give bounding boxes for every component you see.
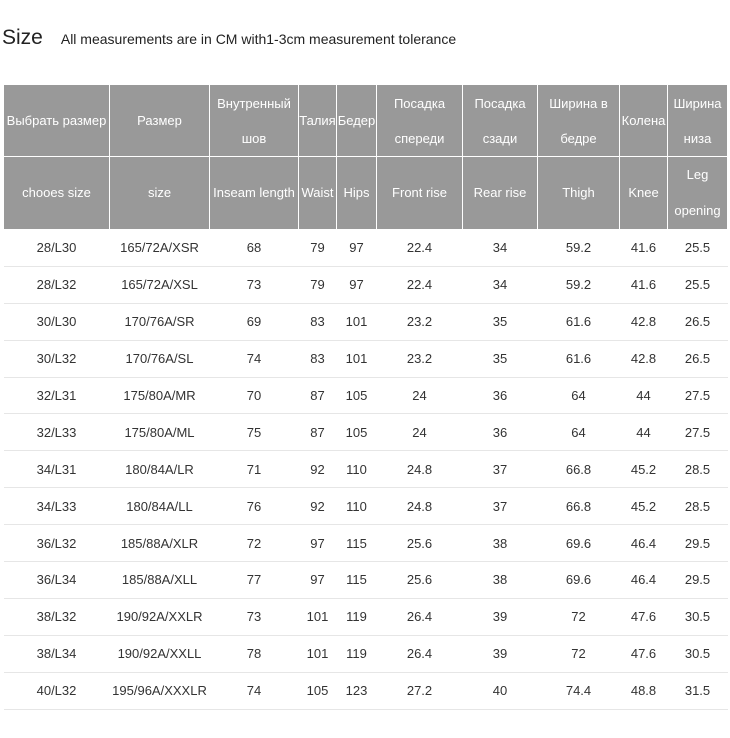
table-cell: 25.6: [377, 525, 463, 562]
header-en-label: Inseam length: [213, 185, 295, 200]
table-cell: 185/88A/XLR: [110, 525, 210, 562]
table-cell: 47.6: [620, 598, 668, 635]
table-cell: 22.4: [377, 266, 463, 303]
header-ru-label: Размер: [137, 113, 182, 128]
table-cell: 24: [377, 377, 463, 414]
table-cell: 32/L31: [4, 377, 110, 414]
table-cell: 165/72A/XSL: [110, 266, 210, 303]
header-en-row: [4, 157, 728, 230]
table-row: [4, 672, 728, 709]
table-cell: 105: [337, 414, 377, 451]
table-row: [4, 562, 728, 599]
header-en-label: Hips: [343, 185, 370, 200]
table-cell: 28/L30: [4, 230, 110, 267]
table-cell: 69.6: [538, 562, 620, 599]
table-row: [4, 414, 728, 451]
table-cell: 64: [538, 377, 620, 414]
header-ru-cell: [668, 85, 728, 157]
table-cell: 66.8: [538, 488, 620, 525]
table-cell: 24: [377, 414, 463, 451]
header-ru-cell: [210, 85, 299, 157]
table-cell: 75: [210, 414, 299, 451]
table-cell: 28.5: [668, 451, 728, 488]
table-row: [4, 303, 728, 340]
table-cell: 47.6: [620, 635, 668, 672]
table-cell: 87: [299, 414, 337, 451]
table-cell: 110: [337, 488, 377, 525]
header-en-cell: [210, 157, 299, 230]
table-cell: 97: [299, 525, 337, 562]
header-en-cell: [337, 157, 377, 230]
header-ru-cell: [538, 85, 620, 157]
table-cell: 105: [299, 672, 337, 709]
table-cell: 70: [210, 377, 299, 414]
table-cell: 28/L32: [4, 266, 110, 303]
table-cell: 36/L34: [4, 562, 110, 599]
table-cell: 74: [210, 340, 299, 377]
table-cell: 24.8: [377, 451, 463, 488]
table-cell: 36/L32: [4, 525, 110, 562]
table-cell: 27.2: [377, 672, 463, 709]
table-cell: 29.5: [668, 562, 728, 599]
measurement-note: All measurements are in CM with1-3cm measurement tolerance: [60, 31, 457, 47]
table-cell: 59.2: [538, 230, 620, 267]
header-ru-cell: [620, 85, 668, 157]
page-heading: [2, 26, 456, 60]
table-cell: 66.8: [538, 451, 620, 488]
table-cell: 180/84A/LR: [110, 451, 210, 488]
table-cell: 76: [210, 488, 299, 525]
header-ru-row: [4, 85, 728, 157]
table-row: [4, 451, 728, 488]
table-cell: 170/76A/SR: [110, 303, 210, 340]
header-en-label: opening: [674, 203, 721, 218]
table-cell: 23.2: [377, 303, 463, 340]
table-cell: 68: [210, 230, 299, 267]
table-cell: 30.5: [668, 598, 728, 635]
header-ru-cell: [463, 85, 538, 157]
table-cell: 170/76A/SL: [110, 340, 210, 377]
header-ru-label: Талия: [299, 113, 336, 128]
table-cell: 35: [463, 303, 538, 340]
table-cell: 105: [337, 377, 377, 414]
table-cell: 78: [210, 635, 299, 672]
table-cell: 190/92A/XXLR: [110, 598, 210, 635]
header-ru-cell: [337, 85, 377, 157]
header-ru-label: сзади: [482, 130, 518, 146]
table-cell: 26.4: [377, 635, 463, 672]
table-cell: 77: [210, 562, 299, 599]
table-cell: 46.4: [620, 562, 668, 599]
header-ru-label: спереди: [394, 130, 445, 146]
table-cell: 72: [538, 635, 620, 672]
header-en-label: Thigh: [562, 185, 595, 200]
header-ru-cell: [377, 85, 463, 157]
header-en-label: Front rise: [392, 185, 447, 200]
header-ru-label: низа: [683, 130, 712, 146]
table-cell: 36: [463, 414, 538, 451]
header-en-label: Rear rise: [473, 185, 527, 200]
table-cell: 92: [299, 488, 337, 525]
table-cell: 119: [337, 598, 377, 635]
table-cell: 190/92A/XXLL: [110, 635, 210, 672]
table-cell: 123: [337, 672, 377, 709]
table-cell: 46.4: [620, 525, 668, 562]
table-cell: 87: [299, 377, 337, 414]
table-cell: 69: [210, 303, 299, 340]
table-cell: 97: [337, 230, 377, 267]
table-cell: 29.5: [668, 525, 728, 562]
table-cell: 97: [337, 266, 377, 303]
table-row: [4, 598, 728, 635]
header-ru-cell: [4, 85, 110, 157]
table-cell: 48.8: [620, 672, 668, 709]
table-cell: 28.5: [668, 488, 728, 525]
table-cell: 44: [620, 414, 668, 451]
size-chart-body: [4, 85, 728, 710]
table-cell: 59.2: [538, 266, 620, 303]
table-cell: 73: [210, 266, 299, 303]
table-cell: 115: [337, 562, 377, 599]
table-cell: 26.5: [668, 303, 728, 340]
table-cell: 22.4: [377, 230, 463, 267]
table-cell: 44: [620, 377, 668, 414]
table-cell: 165/72A/XSR: [110, 230, 210, 267]
table-cell: 36: [463, 377, 538, 414]
table-cell: 101: [299, 598, 337, 635]
header-ru-label: Посадка: [474, 95, 526, 111]
table-row: [4, 340, 728, 377]
table-cell: 38: [463, 525, 538, 562]
header-en-cell: [620, 157, 668, 230]
table-row: [4, 377, 728, 414]
table-cell: 42.8: [620, 340, 668, 377]
header-ru-label: Бедер: [337, 113, 376, 128]
header-en-cell: [463, 157, 538, 230]
table-cell: 72: [210, 525, 299, 562]
table-cell: 26.5: [668, 340, 728, 377]
table-row: [4, 488, 728, 525]
table-row: [4, 230, 728, 267]
table-cell: 61.6: [538, 340, 620, 377]
table-cell: 97: [299, 562, 337, 599]
table-cell: 83: [299, 340, 337, 377]
table-cell: 64: [538, 414, 620, 451]
table-cell: 34/L31: [4, 451, 110, 488]
table-cell: 175/80A/ML: [110, 414, 210, 451]
table-row: [4, 635, 728, 672]
table-cell: 101: [337, 303, 377, 340]
table-cell: 38/L32: [4, 598, 110, 635]
table-cell: 115: [337, 525, 377, 562]
table-cell: 45.2: [620, 488, 668, 525]
table-cell: 40: [463, 672, 538, 709]
table-cell: 27.5: [668, 377, 728, 414]
table-cell: 25.5: [668, 266, 728, 303]
header-en-cell: [110, 157, 210, 230]
table-cell: 24.8: [377, 488, 463, 525]
header-ru-label: Выбрать размер: [6, 113, 107, 128]
table-cell: 61.6: [538, 303, 620, 340]
table-cell: 40/L32: [4, 672, 110, 709]
table-cell: 35: [463, 340, 538, 377]
table-cell: 92: [299, 451, 337, 488]
table-cell: 23.2: [377, 340, 463, 377]
header-ru-label: Колена: [621, 113, 666, 128]
table-cell: 37: [463, 451, 538, 488]
table-cell: 25.5: [668, 230, 728, 267]
header-en-label: chooes size: [22, 185, 91, 200]
table-cell: 195/96A/XXXLR: [110, 672, 210, 709]
table-cell: 73: [210, 598, 299, 635]
header-en-label: Waist: [301, 185, 334, 200]
table-cell: 79: [299, 266, 337, 303]
table-cell: 41.6: [620, 230, 668, 267]
table-row: [4, 525, 728, 562]
table-cell: 72: [538, 598, 620, 635]
table-cell: 31.5: [668, 672, 728, 709]
header-ru-label: Ширина: [673, 95, 722, 111]
header-en-cell: [299, 157, 337, 230]
header-en-cell: [377, 157, 463, 230]
table-cell: 180/84A/LL: [110, 488, 210, 525]
header-ru-cell: [299, 85, 337, 157]
table-cell: 34: [463, 266, 538, 303]
table-cell: 101: [337, 340, 377, 377]
header-en-label: Knee: [628, 185, 659, 200]
header-ru-label: Внутренный: [217, 95, 291, 111]
table-cell: 26.4: [377, 598, 463, 635]
header-ru-label: бедре: [560, 130, 597, 146]
table-cell: 38: [463, 562, 538, 599]
table-cell: 41.6: [620, 266, 668, 303]
header-en-label: size: [147, 185, 172, 200]
table-cell: 101: [299, 635, 337, 672]
table-row: [4, 266, 728, 303]
table-cell: 175/80A/MR: [110, 377, 210, 414]
header-ru-cell: [110, 85, 210, 157]
table-cell: 39: [463, 635, 538, 672]
table-cell: 32/L33: [4, 414, 110, 451]
header-ru-label: Ширина в: [549, 95, 608, 111]
table-cell: 110: [337, 451, 377, 488]
header-en-cell: [538, 157, 620, 230]
header-en-cell: [668, 157, 728, 230]
table-cell: 71: [210, 451, 299, 488]
table-cell: 74.4: [538, 672, 620, 709]
table-cell: 185/88A/XLL: [110, 562, 210, 599]
table-cell: 37: [463, 488, 538, 525]
table-cell: 83: [299, 303, 337, 340]
table-cell: 34: [463, 230, 538, 267]
table-cell: 74: [210, 672, 299, 709]
table-cell: 45.2: [620, 451, 668, 488]
header-en-cell: [4, 157, 110, 230]
header-ru-label: шов: [241, 130, 267, 146]
table-cell: 30/L32: [4, 340, 110, 377]
size-chart-table: [3, 84, 728, 710]
table-cell: 38/L34: [4, 635, 110, 672]
table-cell: 69.6: [538, 525, 620, 562]
table-cell: 27.5: [668, 414, 728, 451]
table-cell: 25.6: [377, 562, 463, 599]
table-cell: 79: [299, 230, 337, 267]
table-cell: 42.8: [620, 303, 668, 340]
table-cell: 39: [463, 598, 538, 635]
table-cell: 119: [337, 635, 377, 672]
table-cell: 34/L33: [4, 488, 110, 525]
page-title: Size: [2, 26, 43, 49]
header-ru-label: Посадка: [393, 95, 446, 111]
table-cell: 30.5: [668, 635, 728, 672]
table-cell: 30/L30: [4, 303, 110, 340]
header-en-label: Leg: [686, 167, 709, 182]
